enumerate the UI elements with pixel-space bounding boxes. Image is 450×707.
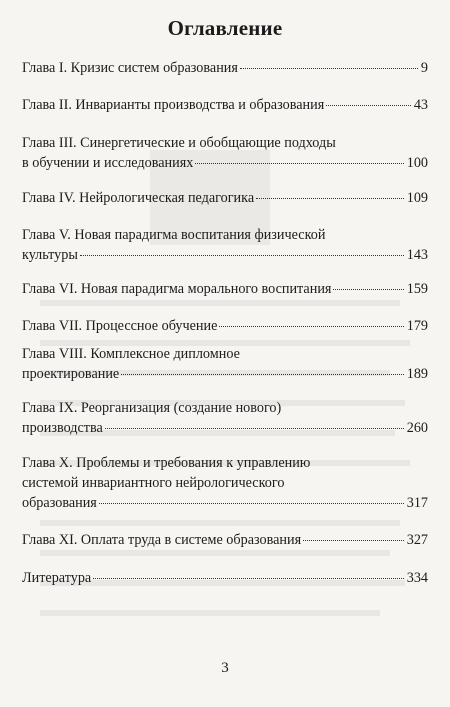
- toc-entry-title: системой инвариантного нейрологического: [22, 475, 285, 491]
- toc-entry[interactable]: [22, 453, 428, 513]
- toc-entry[interactable]: [22, 316, 428, 336]
- toc-entry-page: 334: [406, 570, 428, 586]
- dot-leader: [326, 104, 411, 106]
- dot-leader: [303, 539, 404, 541]
- toc-entry-page: 100: [406, 155, 428, 171]
- dot-leader: [240, 67, 418, 69]
- page-number: 3: [221, 660, 229, 676]
- toc-entry[interactable]: [22, 188, 428, 208]
- dot-leader: [99, 502, 404, 504]
- toc-entry-title: Глава V. Новая парадигма воспитания физической: [22, 227, 326, 243]
- toc-entry[interactable]: [22, 95, 428, 115]
- toc-entry-title: Глава VIII. Комплексное дипломное: [22, 346, 240, 362]
- toc-entry-page: 317: [406, 495, 428, 511]
- toc-entry[interactable]: [22, 530, 428, 550]
- dot-leader: [256, 197, 404, 199]
- toc-entry-title: Глава XI. Оплата труда в системе образования: [22, 532, 302, 548]
- toc-entry-page: 159: [406, 281, 428, 297]
- toc-entry-title: Глава VI. Новая парадигма морального воспитания: [22, 281, 332, 297]
- toc-entry-page: 189: [406, 366, 428, 382]
- dot-leader: [80, 254, 404, 256]
- toc-entry-title: образования: [22, 495, 97, 511]
- toc-entry-title: Глава X. Проблемы и требования к управлению: [22, 455, 311, 471]
- toc-entry-title: Глава VII. Процессное обучение: [22, 318, 218, 334]
- toc-entry-title: Литература: [22, 570, 92, 586]
- toc-entry-title: культуры: [22, 247, 78, 263]
- toc-entry-page: 109: [406, 190, 428, 206]
- toc-entry-title: Глава IV. Нейрологическая педагогика: [22, 190, 255, 206]
- toc-entry[interactable]: [22, 568, 428, 588]
- toc-entry-title: в обучении и исследованиях: [22, 155, 194, 171]
- toc-entry-page: 327: [406, 532, 428, 548]
- toc-entry[interactable]: [22, 133, 428, 173]
- toc-entry-title: Глава II. Инварианты производства и образования: [22, 97, 325, 113]
- toc-entry-title: Глава IX. Реорганизация (создание нового): [22, 400, 282, 416]
- dot-leader: [219, 325, 403, 327]
- toc-entry-title: производства: [22, 420, 103, 436]
- toc-entry-page: 143: [406, 247, 428, 263]
- toc-entry-page: 260: [406, 420, 428, 436]
- dot-leader: [121, 373, 403, 375]
- toc-entry[interactable]: [22, 225, 428, 265]
- toc-entry[interactable]: [22, 398, 428, 438]
- dot-leader: [195, 162, 403, 164]
- toc-entry-title: Глава I. Кризис систем образования: [22, 60, 238, 76]
- toc-title: Оглавление: [167, 16, 283, 40]
- dot-leader: [105, 427, 404, 429]
- toc-entry-page: 9: [420, 60, 428, 76]
- toc-entry-page: 43: [413, 97, 428, 113]
- toc-entry-title: Глава III. Синергетические и обобщающие подходы: [22, 135, 336, 151]
- dot-leader: [333, 288, 403, 290]
- toc-entry[interactable]: [22, 279, 428, 299]
- toc-entry-title: проектирование: [22, 366, 120, 382]
- book-page: [22, 0, 428, 707]
- toc-entry-page: 179: [406, 318, 428, 334]
- toc-entry[interactable]: [22, 344, 428, 384]
- toc-entry[interactable]: [22, 58, 428, 78]
- dot-leader: [93, 577, 403, 579]
